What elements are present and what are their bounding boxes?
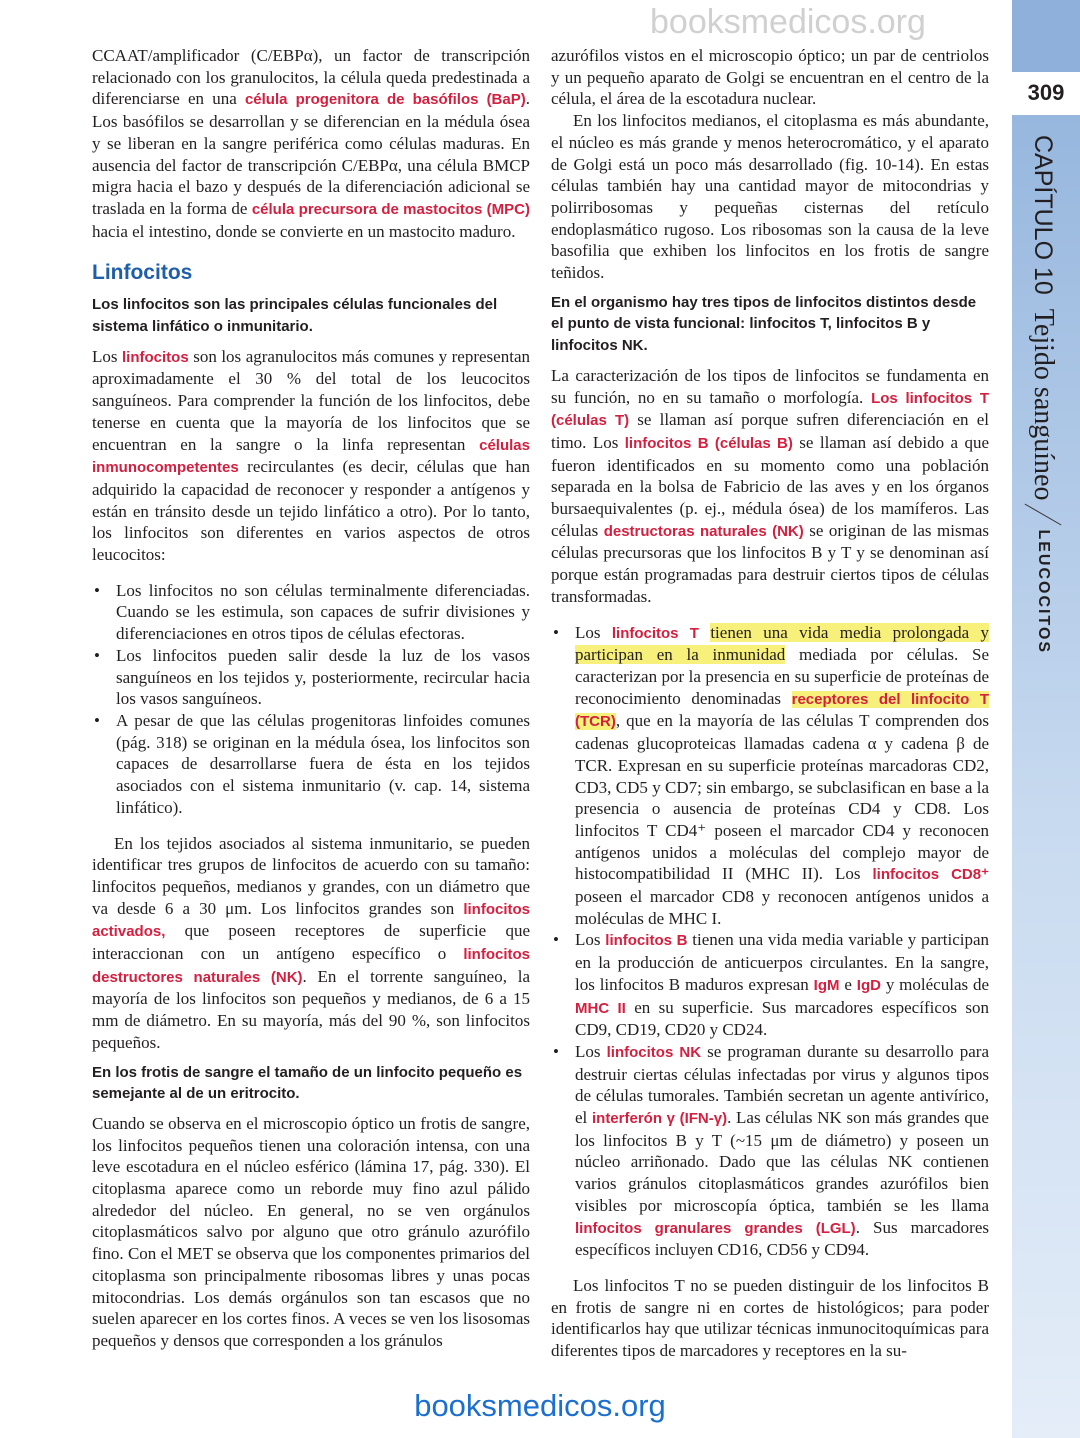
- text-run: en su superficie. Sus marcadores específicos son CD9, CD19, CD20 y CD24.: [575, 997, 990, 1040]
- key-term: Los linfocitos T (células T): [551, 389, 989, 430]
- text-run: que poseen receptores de superficie que interaccionan con un antígeno específico o: [92, 921, 530, 964]
- text-run: En los linfocitos medianos, el citoplasma es más abundante, el núcleo es más grande y menos heterocromático, y el aparato de Golgi está un poco más desarrollado (fig. 10-14). En estas células también hay una cantidad mayor de mitocondrias y polirribosomas y pequeñas cisternas del retículo endoplasmático rugoso. Los ribosomas son la causa de la leve basofilia que exhiben los linfocitos en los frotis de sangre teñidos.: [551, 111, 989, 283]
- key-term: linfocitos NK: [606, 1043, 702, 1061]
- text-run: son los agranulocitos más comunes y representan aproximadamente el 30 % del total de los leucocitos sanguíneos. Para comprender la función de los linfocitos, debe tenerse en cuenta que la mayoría de los linfocitos que se encuentran en la sangre o la linfa representan: [92, 346, 530, 454]
- bullet-item: [551, 622, 989, 930]
- text-run: azurófilos vistos en el microscopio óptico; un par de centriolos y un pequeño aparato de Golgi se encuentran en el centro de la célula, el área de la escotadura nuclear.: [551, 46, 989, 109]
- key-term: destructoras naturales (NK): [603, 522, 804, 540]
- highlighted-text: tienen una vida media prolongada y participan en la inmunidad: [575, 622, 989, 665]
- key-term: linfocitos destructores naturales (NK): [92, 946, 530, 986]
- text-run: e: [839, 974, 857, 994]
- bullet-item: [92, 710, 530, 819]
- paragraph: [92, 833, 530, 1054]
- key-term: interferón γ (IFN-γ): [591, 1110, 728, 1128]
- paragraph: [551, 45, 989, 110]
- key-term: linfocitos CD8⁺: [872, 866, 989, 884]
- subheading: En los frotis de sangre el tamaño de un linfocito pequeño es semejante al de un eritrocito.: [92, 1063, 523, 1103]
- text-run: Los: [575, 930, 606, 950]
- footer-link[interactable]: booksmedicos.org: [414, 1387, 666, 1423]
- bullet-item: [92, 580, 530, 645]
- text-run: . Las células NK son más grandes que los linfocitos B y T (~15 μm de diámetro) y poseen un núcleo arriñonado. Dado que las células NK contienen varios gránulos citoplasmáticos grandes azurófilos bien visibles por microscopía óptica, también se les llama: [575, 1108, 989, 1215]
- key-term: células inmunocompetentes: [92, 436, 530, 477]
- text-run: recirculantes (es decir, células que han adquirido la capacidad de reconocer y responder a antígenos y están en tránsito desde un tejido linfático a otro). Por lo tanto, los linfocitos son diferentes en varios aspectos de otros leucocitos:: [92, 457, 530, 565]
- left-column: [92, 45, 530, 1370]
- text-run: Los linfocitos no son células terminalmente diferenciadas. Cuando se les estimula, son capaces de sufrir divisiones y diferenciaciones en otros tipos de células efectoras.: [116, 580, 530, 644]
- text-run: se originan de las mismas células precursoras que los linfocitos B y T y se denominan así porque están programadas para destruir ciertos tipos de células transformadas.: [551, 520, 989, 606]
- paragraph: [551, 1275, 989, 1362]
- right-column: [551, 45, 989, 1370]
- text-run: mediada por células. Se caracterizan por la presencia en su superficie de proteínas de reconocimiento denominadas: [575, 645, 989, 708]
- paragraph: [551, 110, 989, 284]
- text-run: [699, 623, 710, 642]
- text-run: Los linfocitos T no se pueden distinguir de los linfocitos B en frotis de sangre ni en cortes de histológicos; para poder identificarlos hay que utilizar técnicas inmunocitoquímicas para diferentes tipos de marcadores y receptores en la su-: [551, 1275, 989, 1361]
- key-term: linfocitos B: [605, 932, 688, 950]
- paragraph: [551, 365, 989, 608]
- key-term: receptores del linfocito T (TCR): [575, 690, 989, 731]
- text-run: poseen el marcador CD8 y reconocen antígenos unidos a moléculas de MHC I.: [575, 887, 989, 928]
- text-run: CCAAT/amplificador (C/EBPα), un factor de transcripción relacionado con los granulocitos, la célula queda predestinada a diferenciarse en una: [92, 46, 530, 109]
- paragraph: [92, 45, 530, 242]
- section-name: LEUCOCITOS: [1035, 529, 1052, 655]
- text-run: se programan durante su desarrollo para destruir ciertas células infectadas por virus y algunos tipos de células tumorales. También secretan un agente antivírico, el: [575, 1041, 989, 1128]
- chapter-number: CAPÍTULO 10: [1029, 135, 1058, 295]
- key-term: linfocitos: [122, 348, 189, 366]
- page-number: 309: [1027, 80, 1065, 105]
- subheading: Los linfocitos son las principales células funcionales del sistema linfático o inmunitario.: [92, 296, 498, 336]
- watermark: booksmedicos.org: [650, 3, 926, 41]
- text-run: , que en la mayoría de las células T comprenden dos cadenas glucoproteicas llamadas cadena α y cadena β de TCR. Expresan en su superficie proteínas marcadoras CD2, CD3, CD5 y CD7; sin embargo, se subclasifican en base a la presencia o ausencia de proteínas CD4 y CD8. Los linfocitos T CD4⁺ poseen el marcador CD4 y reconocen antígenos unidos a moléculas del complejo mayor de histocompatibilidad II (MHC II). Los: [575, 711, 989, 884]
- bullet-item: [551, 929, 989, 1041]
- key-term: linfocitos activados,: [92, 900, 530, 941]
- text-run: Los linfocitos pueden salir desde la luz de los vasos sanguíneos en los tejidos y, posteriormente, recircular hacia los vasos sanguíneos.: [116, 645, 530, 709]
- text-run: hacia el intestino, donde se convierte en un mastocito maduro.: [92, 221, 516, 241]
- key-term: linfocitos granulares grandes (LGL): [575, 1219, 856, 1237]
- text-run: Los: [92, 346, 123, 366]
- key-term: linfocitos T: [611, 624, 699, 642]
- paragraph: [92, 1113, 530, 1352]
- text-run: A pesar de que las células progenitoras linfoides comunes (pág. 318) se originan en la médula ósea, los linfocitos son capaces de desarrollarse fuera de ésta en los tejidos asociados con el sistema inmunitario (v. cap. 14, sistema linfático).: [116, 710, 530, 817]
- key-term: IgM: [813, 976, 840, 994]
- text-run: La caracterización de los tipos de linfocitos se fundamenta en su función, no en su tamaño o morfología.: [551, 365, 989, 407]
- section-heading: Linfocitos: [92, 261, 193, 285]
- subheading: En el organismo hay tres tipos de linfocitos distintos desde el punto de vista funcional: linfocitos T, linfocitos B y linfocitos NK.: [551, 293, 977, 355]
- text-run: En los tejidos asociados al sistema inmunitario, se pueden identificar tres grupos de linfocitos de acuerdo con su tamaño: linfocitos pequeños, medianos y grandes, con un diámetro que va desde 6 a 30 μm. Los linfocitos grandes son: [92, 833, 530, 918]
- bullet-item: [551, 1041, 989, 1261]
- text-run: tienen una vida media variable y participan en la producción de anticuerpos circulantes. En la sangre, los linfocitos B maduros expresan: [575, 930, 990, 994]
- text-run: . Sus marcadores específicos incluyen CD16, CD56 y CD94.: [575, 1217, 990, 1260]
- bullet-list: [92, 580, 530, 819]
- paragraph: [92, 346, 530, 566]
- key-term: célula precursora de mastocitos (MPC): [251, 200, 530, 218]
- key-term: linfocitos B (células B): [624, 434, 793, 452]
- key-term: célula progenitora de basófilos (BaP): [244, 91, 526, 109]
- text-run: . En el torrente sanguíneo, la mayoría de los linfocitos son pequeños y medianos, de 6 a 15 mm de diámetro. En su mayoría, más del 90 %, son linfocitos pequeños.: [92, 966, 530, 1052]
- text-run: y moléculas de: [880, 974, 990, 994]
- text-run: Cuando se observa en el microscopio óptico un frotis de sangre, los linfocitos pequeños tienen una coloración intensa, con una leve escotadura en el núcleo esférico (lámina 17, pág. 330). El citoplasma aparece como un reborde muy fino azul pálido alrededor del núcleo. En general, no se ven orgánulos citoplasmáticos salvo por alguno que otro gránulo azurófilo fino. Con el MET se observa que los componentes primarios del citoplasma son principalmente ribosomas libres y unas pocas mitocondrias. Los demás orgánulos son tan escasos que no suelen aparecer en los cortes finos. A veces se ven los lisosomas pequeños y densos que corresponden a los gránulos: [92, 1113, 530, 1350]
- text-run: . Los basófilos se desarrollan y se diferencian en la médula ósea y se liberan en la sangre periférica como células maduras. En ausencia del factor de transcripción C/EBPα, una célula BMCP migra hacia el bazo y después de la diferenciación adicional se traslada en la forma de: [92, 89, 530, 218]
- text-run: se llaman así debido a que fueron identificados en su momento como una población separada en la bolsa de Fabricio de las aves y en los órganos bursaequivalentes (p. ej., médula ósea) de los mamíferos. Las células: [551, 432, 989, 540]
- key-term: IgD: [856, 976, 881, 994]
- chapter-title: Tejido sanguíneo: [1028, 308, 1059, 501]
- text-run: Los: [575, 1041, 607, 1061]
- bullet-item: [92, 645, 530, 710]
- text-run: Los: [575, 622, 612, 642]
- text-run: se llaman así porque sufren diferenciación en el timo. Los: [551, 410, 989, 452]
- key-term: MHC II: [575, 999, 626, 1017]
- bullet-list: [551, 622, 989, 1261]
